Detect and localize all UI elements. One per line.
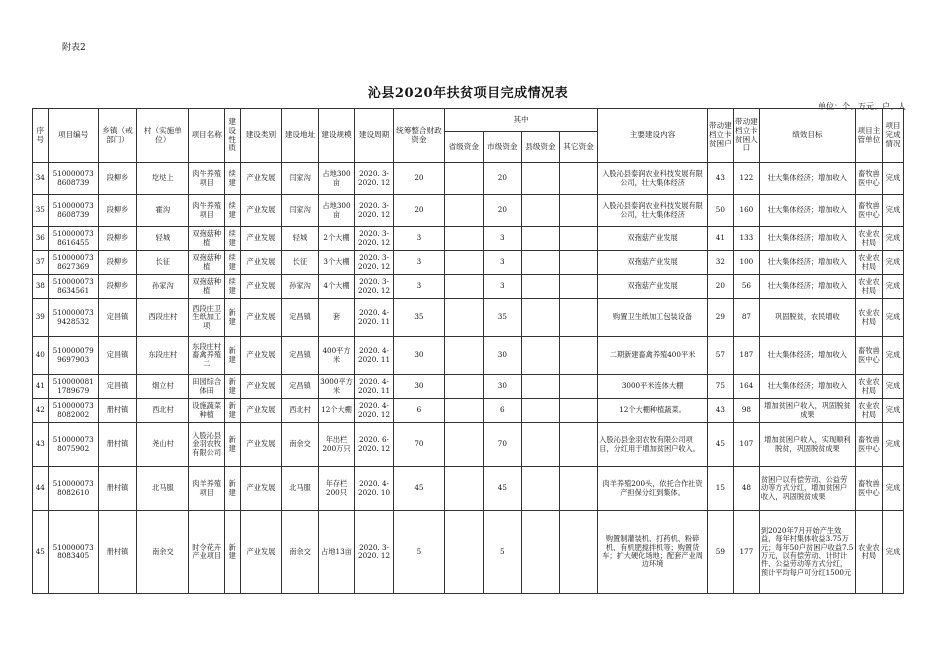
cell-code: 510000073 8627369 xyxy=(48,251,98,275)
cell-category: 产业发展 xyxy=(240,511,282,594)
cell-status: 完成 xyxy=(882,299,903,337)
cell-other xyxy=(559,375,598,399)
cell-village: 长征 xyxy=(137,251,189,275)
cell-other xyxy=(559,337,598,375)
cell-location: 长征 xyxy=(282,251,319,275)
cell-status: 完成 xyxy=(882,337,903,375)
table-row xyxy=(33,511,904,594)
cell-village: 圪垯上 xyxy=(137,163,189,195)
cell-city: 3 xyxy=(483,251,522,275)
cell-town: 段柳乡 xyxy=(98,195,137,227)
cell-dept: 畜牧兽医中心 xyxy=(855,337,882,375)
col-category: 建设类别 xyxy=(240,109,282,163)
cell-other xyxy=(559,275,598,299)
cell-seq: 42 xyxy=(33,399,49,423)
cell-content: 12个大棚种植蔬菜。 xyxy=(598,399,708,423)
cell-period: 2020. 4-2020. 10 xyxy=(355,467,394,511)
col-goal: 绩效目标 xyxy=(759,109,855,163)
cell-other xyxy=(559,511,598,594)
cell-village: 西北村 xyxy=(137,399,189,423)
col-village: 村（实施单位） xyxy=(137,109,189,163)
cell-town: 定昌镇 xyxy=(98,375,137,399)
cell-scale: 年出栏200万只 xyxy=(318,423,355,467)
col-people: 带动建档立卡贫困人口 xyxy=(733,109,759,163)
cell-period: 2020. 3-2020. 12 xyxy=(355,251,394,275)
cell-period: 2020. 4-2020. 11 xyxy=(355,375,394,399)
col-period: 建设周期 xyxy=(355,109,394,163)
cell-goal: 到2020年7月开始产生效益，每年村集体收益3.75万元；每年50户贫困户收益7.5万元，以有偿劳动、计时计件、公益劳动等方式分红，预计平均每户可分红1500元 xyxy=(759,511,855,594)
page-title: 沁县2020年扶贫项目完成情况表 xyxy=(367,86,569,101)
cell-code: 510000073 8082002 xyxy=(48,399,98,423)
cell-seq: 41 xyxy=(33,375,49,399)
cell-village: 烟立村 xyxy=(137,375,189,399)
cell-scale: 3000平方米 xyxy=(318,375,355,399)
table-row xyxy=(33,337,904,375)
cell-name: 入股沁县金羽农牧有限公司 xyxy=(189,423,224,467)
cell-households: 41 xyxy=(707,227,733,251)
cell-other xyxy=(559,227,598,251)
cell-scale: 占地300亩 xyxy=(318,163,355,195)
cell-name: 肉羊养殖项目 xyxy=(189,467,224,511)
cell-content: 二期新建畜禽养殖400平米 xyxy=(598,337,708,375)
cell-city: 6 xyxy=(483,399,522,423)
cell-other xyxy=(559,467,598,511)
cell-prov xyxy=(444,467,483,511)
cell-category: 产业发展 xyxy=(240,337,282,375)
cell-period: 2020. 6-2020. 12 xyxy=(355,423,394,467)
cell-location: 南余交 xyxy=(282,511,319,594)
cell-households: 15 xyxy=(707,467,733,511)
cell-other xyxy=(559,251,598,275)
cell-households: 57 xyxy=(707,337,733,375)
cell-seq: 34 xyxy=(33,163,49,195)
table-row xyxy=(33,399,904,423)
col-fund-total: 统筹整合财政资金 xyxy=(393,109,444,163)
cell-category: 产业发展 xyxy=(240,399,282,423)
cell-scale: 3个大棚 xyxy=(318,251,355,275)
cell-people: 87 xyxy=(733,299,759,337)
cell-seq: 35 xyxy=(33,195,49,227)
cell-dept: 农业农村局 xyxy=(855,227,882,251)
cell-dept: 农业农村局 xyxy=(855,299,882,337)
cell-location: 闫家沟 xyxy=(282,163,319,195)
cell-total: 70 xyxy=(393,423,444,467)
cell-town: 段柳乡 xyxy=(98,227,137,251)
cell-goal: 壮大集体经济；增加收入 xyxy=(759,375,855,399)
table-row xyxy=(33,195,904,227)
cell-category: 产业发展 xyxy=(240,195,282,227)
cell-other xyxy=(559,195,598,227)
cell-nature: 续建 xyxy=(224,163,240,195)
cell-nature: 续建 xyxy=(224,251,240,275)
cell-content: 入股沁县金羽农牧有限公司项目，分红用于增加贫困户收入。 xyxy=(598,423,708,467)
cell-seq: 45 xyxy=(33,511,49,594)
cell-city: 3 xyxy=(483,275,522,299)
table-row xyxy=(33,299,904,337)
cell-nature: 新建 xyxy=(224,399,240,423)
project-table xyxy=(32,108,904,594)
cell-content: 肉羊养殖200头，依托合作社资产担保分红到集体。 xyxy=(598,467,708,511)
cell-seq: 39 xyxy=(33,299,49,337)
cell-content: 入股沁县泰润农业科技发展有限公司，壮大集体经济 xyxy=(598,195,708,227)
cell-name: 设施蔬菜种植 xyxy=(189,399,224,423)
cell-code: 510000073 8616455 xyxy=(48,227,98,251)
col-scale: 建设规模 xyxy=(318,109,355,163)
cell-prov xyxy=(444,275,483,299)
cell-total: 20 xyxy=(393,195,444,227)
cell-content: 3000平米连体大棚 xyxy=(598,375,708,399)
cell-county xyxy=(522,399,560,423)
cell-seq: 43 xyxy=(33,423,49,467)
cell-people: 177 xyxy=(733,511,759,594)
cell-county xyxy=(522,299,560,337)
cell-prov xyxy=(444,251,483,275)
cell-town: 册村镇 xyxy=(98,467,137,511)
cell-town: 段柳乡 xyxy=(98,275,137,299)
cell-village: 霍沟 xyxy=(137,195,189,227)
cell-other xyxy=(559,299,598,337)
cell-name: 时令花卉产业项目 xyxy=(189,511,224,594)
cell-total: 20 xyxy=(393,163,444,195)
cell-goal: 增加贫困户收入，实现顺利脱贫，巩固脱贫成果 xyxy=(759,423,855,467)
cell-village: 轻城 xyxy=(137,227,189,251)
cell-goal: 壮大集体经济；增加收入 xyxy=(759,251,855,275)
cell-status: 完成 xyxy=(882,375,903,399)
cell-village: 尧山村 xyxy=(137,423,189,467)
cell-households: 29 xyxy=(707,299,733,337)
table-row xyxy=(33,275,904,299)
cell-households: 43 xyxy=(707,399,733,423)
table-row xyxy=(33,163,904,195)
col-among: 其中 xyxy=(444,109,597,132)
cell-goal: 壮大集体经济；增加收入 xyxy=(759,337,855,375)
cell-code: 510000079 9697903 xyxy=(48,337,98,375)
cell-status: 完成 xyxy=(882,163,903,195)
cell-prov xyxy=(444,511,483,594)
cell-goal: 巩固脱贫，农民增收 xyxy=(759,299,855,337)
cell-village: 东段庄村 xyxy=(137,337,189,375)
cell-category: 产业发展 xyxy=(240,275,282,299)
cell-nature: 新建 xyxy=(224,299,240,337)
cell-village: 西段庄村 xyxy=(137,299,189,337)
cell-village: 南余交 xyxy=(137,511,189,594)
cell-county xyxy=(522,467,560,511)
cell-period: 2020. 3-2020. 12 xyxy=(355,511,394,594)
col-other: 其它资金 xyxy=(559,132,598,163)
cell-prov xyxy=(444,423,483,467)
cell-period: 2020. 4-2020. 12 xyxy=(355,399,394,423)
col-households: 带动建档立卡贫困户 xyxy=(707,109,733,163)
cell-city: 35 xyxy=(483,299,522,337)
cell-seq: 36 xyxy=(33,227,49,251)
cell-period: 2020. 3-2020. 12 xyxy=(355,163,394,195)
cell-nature: 续建 xyxy=(224,227,240,251)
cell-location: 孙家沟 xyxy=(282,275,319,299)
cell-city: 45 xyxy=(483,467,522,511)
cell-total: 3 xyxy=(393,251,444,275)
cell-code: 510000073 8608739 xyxy=(48,195,98,227)
cell-dept: 畜牧兽医中心 xyxy=(855,467,882,511)
cell-nature: 新建 xyxy=(224,511,240,594)
cell-total: 3 xyxy=(393,275,444,299)
cell-people: 98 xyxy=(733,399,759,423)
cell-nature: 续建 xyxy=(224,275,240,299)
cell-households: 45 xyxy=(707,423,733,467)
cell-city: 5 xyxy=(483,511,522,594)
cell-period: 2020. 4-2020. 11 xyxy=(355,337,394,375)
cell-content: 购置制灌装机、打药机、粉碎机、有机肥搅拌机等；购置货车；扩大硬化场地；配套产业周边环境 xyxy=(598,511,708,594)
cell-town: 册村镇 xyxy=(98,511,137,594)
cell-village: 北马服 xyxy=(137,467,189,511)
table-row xyxy=(33,251,904,275)
table-row xyxy=(33,227,904,251)
cell-name: 西段庄卫生纸加工项 xyxy=(189,299,224,337)
cell-dept: 畜牧兽医中心 xyxy=(855,423,882,467)
col-city: 市级资金 xyxy=(483,132,522,163)
cell-name: 田园综合体田 xyxy=(189,375,224,399)
cell-scale: 年存栏200只 xyxy=(318,467,355,511)
unit-label: 单位：个、万元、户、人 xyxy=(818,102,906,111)
cell-people: 133 xyxy=(733,227,759,251)
cell-county xyxy=(522,375,560,399)
col-nature: 建设性质 xyxy=(224,109,240,163)
col-dept: 项目主管单位 xyxy=(855,109,882,163)
cell-name: 肉牛养殖项目 xyxy=(189,195,224,227)
cell-seq: 38 xyxy=(33,275,49,299)
cell-households: 75 xyxy=(707,375,733,399)
cell-prov xyxy=(444,299,483,337)
cell-scale: 占地13亩 xyxy=(318,511,355,594)
cell-goal: 增加贫困户收入，巩固脱贫成果 xyxy=(759,399,855,423)
col-prov: 省级资金 xyxy=(444,132,483,163)
cell-name: 东段庄村畜禽养殖二 xyxy=(189,337,224,375)
cell-city: 30 xyxy=(483,375,522,399)
cell-city: 30 xyxy=(483,337,522,375)
cell-prov xyxy=(444,227,483,251)
cell-county xyxy=(522,337,560,375)
cell-status: 完成 xyxy=(882,399,903,423)
cell-dept: 农业农村局 xyxy=(855,251,882,275)
cell-seq: 44 xyxy=(33,467,49,511)
cell-dept: 农业农村局 xyxy=(855,511,882,594)
cell-code: 510000073 9428532 xyxy=(48,299,98,337)
col-location: 建设地址 xyxy=(282,109,319,163)
cell-households: 59 xyxy=(707,511,733,594)
cell-status: 完成 xyxy=(882,423,903,467)
cell-status: 完成 xyxy=(882,275,903,299)
cell-scale: 400平方米 xyxy=(318,337,355,375)
cell-location: 定昌镇 xyxy=(282,337,319,375)
cell-status: 完成 xyxy=(882,195,903,227)
cell-goal: 壮大集体经济；增加收入 xyxy=(759,195,855,227)
cell-period: 2020. 4-2020. 11 xyxy=(355,299,394,337)
cell-dept: 农业农村局 xyxy=(855,375,882,399)
cell-status: 完成 xyxy=(882,251,903,275)
cell-county xyxy=(522,227,560,251)
cell-county xyxy=(522,195,560,227)
cell-city: 70 xyxy=(483,423,522,467)
cell-total: 6 xyxy=(393,399,444,423)
cell-category: 产业发展 xyxy=(240,467,282,511)
cell-location: 轻城 xyxy=(282,227,319,251)
cell-people: 160 xyxy=(733,195,759,227)
cell-category: 产业发展 xyxy=(240,251,282,275)
cell-people: 56 xyxy=(733,275,759,299)
attachment-label: 附表2 xyxy=(62,43,86,53)
cell-prov xyxy=(444,163,483,195)
cell-total: 45 xyxy=(393,467,444,511)
cell-goal: 壮大集体经济；增加收入 xyxy=(759,275,855,299)
cell-people: 187 xyxy=(733,337,759,375)
cell-town: 册村镇 xyxy=(98,399,137,423)
cell-code: 510000073 8083405 xyxy=(48,511,98,594)
cell-category: 产业发展 xyxy=(240,299,282,337)
cell-status: 完成 xyxy=(882,227,903,251)
cell-total: 35 xyxy=(393,299,444,337)
cell-total: 30 xyxy=(393,375,444,399)
cell-households: 43 xyxy=(707,163,733,195)
cell-name: 双孢菇种植 xyxy=(189,275,224,299)
cell-dept: 畜牧兽医中心 xyxy=(855,195,882,227)
cell-content: 入股沁县泰润农业科技发展有限公司，壮大集体经济 xyxy=(598,163,708,195)
cell-county xyxy=(522,423,560,467)
cell-location: 南余交 xyxy=(282,423,319,467)
cell-city: 3 xyxy=(483,227,522,251)
table-row xyxy=(33,375,904,399)
cell-dept: 畜牧兽医中心 xyxy=(855,163,882,195)
cell-total: 3 xyxy=(393,227,444,251)
cell-location: 西北村 xyxy=(282,399,319,423)
cell-nature: 新建 xyxy=(224,423,240,467)
cell-scale: 2个大棚 xyxy=(318,227,355,251)
cell-code: 510000073 8075902 xyxy=(48,423,98,467)
cell-households: 50 xyxy=(707,195,733,227)
cell-content: 双孢菇产业发展 xyxy=(598,227,708,251)
cell-content: 购置卫生纸加工包装设备 xyxy=(598,299,708,337)
col-town: 乡镇（戒部门） xyxy=(98,109,137,163)
cell-scale: 12个大棚 xyxy=(318,399,355,423)
cell-period: 2020. 3-2020. 12 xyxy=(355,227,394,251)
cell-scale: 4个大棚 xyxy=(318,275,355,299)
cell-status: 完成 xyxy=(882,467,903,511)
cell-people: 100 xyxy=(733,251,759,275)
cell-location: 北马服 xyxy=(282,467,319,511)
cell-county xyxy=(522,163,560,195)
cell-goal: 壮大集体经济；增加收入 xyxy=(759,227,855,251)
cell-total: 5 xyxy=(393,511,444,594)
cell-other xyxy=(559,163,598,195)
cell-code: 510000081 1789679 xyxy=(48,375,98,399)
cell-town: 段柳乡 xyxy=(98,163,137,195)
cell-nature: 新建 xyxy=(224,337,240,375)
cell-prov xyxy=(444,195,483,227)
table-body xyxy=(33,163,904,594)
cell-prov xyxy=(444,337,483,375)
cell-city: 20 xyxy=(483,195,522,227)
cell-location: 定昌镇 xyxy=(282,375,319,399)
cell-period: 2020. 3-2020. 12 xyxy=(355,275,394,299)
cell-seq: 37 xyxy=(33,251,49,275)
table-row xyxy=(33,467,904,511)
cell-location: 闫家沟 xyxy=(282,195,319,227)
cell-total: 30 xyxy=(393,337,444,375)
cell-village: 孙家沟 xyxy=(137,275,189,299)
cell-county xyxy=(522,511,560,594)
cell-other xyxy=(559,399,598,423)
cell-content: 双孢菇产业发展 xyxy=(598,251,708,275)
cell-town: 册村镇 xyxy=(98,423,137,467)
cell-dept: 农业农村局 xyxy=(855,399,882,423)
col-status: 项目完成情况 xyxy=(882,109,903,163)
cell-seq: 40 xyxy=(33,337,49,375)
cell-name: 双孢菇种植 xyxy=(189,227,224,251)
cell-category: 产业发展 xyxy=(240,227,282,251)
cell-scale: 套 xyxy=(318,299,355,337)
table-row xyxy=(33,423,904,467)
cell-goal: 贫困户以有偿劳动、公益劳动等方式分红，增加贫困户收入，巩固脱贫成果 xyxy=(759,467,855,511)
cell-people: 122 xyxy=(733,163,759,195)
cell-people: 48 xyxy=(733,467,759,511)
cell-dept: 农业农村局 xyxy=(855,275,882,299)
col-county: 县级资金 xyxy=(522,132,560,163)
col-name: 项目名称 xyxy=(189,109,224,163)
cell-town: 定昌镇 xyxy=(98,299,137,337)
cell-category: 产业发展 xyxy=(240,375,282,399)
cell-name: 双孢菇种植 xyxy=(189,251,224,275)
cell-nature: 续建 xyxy=(224,195,240,227)
cell-people: 164 xyxy=(733,375,759,399)
cell-households: 32 xyxy=(707,251,733,275)
cell-status: 完成 xyxy=(882,511,903,594)
cell-households: 20 xyxy=(707,275,733,299)
cell-other xyxy=(559,423,598,467)
cell-prov xyxy=(444,375,483,399)
cell-category: 产业发展 xyxy=(240,163,282,195)
col-content: 主要建设内容 xyxy=(598,109,708,163)
cell-county xyxy=(522,275,560,299)
cell-category: 产业发展 xyxy=(240,423,282,467)
cell-code: 510000073 8608739 xyxy=(48,163,98,195)
cell-name: 肉牛养殖项目 xyxy=(189,163,224,195)
cell-code: 510000073 8634561 xyxy=(48,275,98,299)
cell-content: 双孢菇产业发展 xyxy=(598,275,708,299)
cell-nature: 新建 xyxy=(224,375,240,399)
cell-period: 2020. 3-2020. 12 xyxy=(355,195,394,227)
cell-prov xyxy=(444,399,483,423)
cell-nature: 新建 xyxy=(224,467,240,511)
col-seq: 序号 xyxy=(33,109,49,163)
cell-location: 定昌镇 xyxy=(282,299,319,337)
cell-scale: 占地300亩 xyxy=(318,195,355,227)
cell-town: 段柳乡 xyxy=(98,251,137,275)
cell-town: 定昌镇 xyxy=(98,337,137,375)
cell-code: 510000073 8082610 xyxy=(48,467,98,511)
cell-county xyxy=(522,251,560,275)
cell-city: 20 xyxy=(483,163,522,195)
col-code: 项目编号 xyxy=(48,109,98,163)
cell-goal: 壮大集体经济；增加收入 xyxy=(759,163,855,195)
cell-people: 107 xyxy=(733,423,759,467)
